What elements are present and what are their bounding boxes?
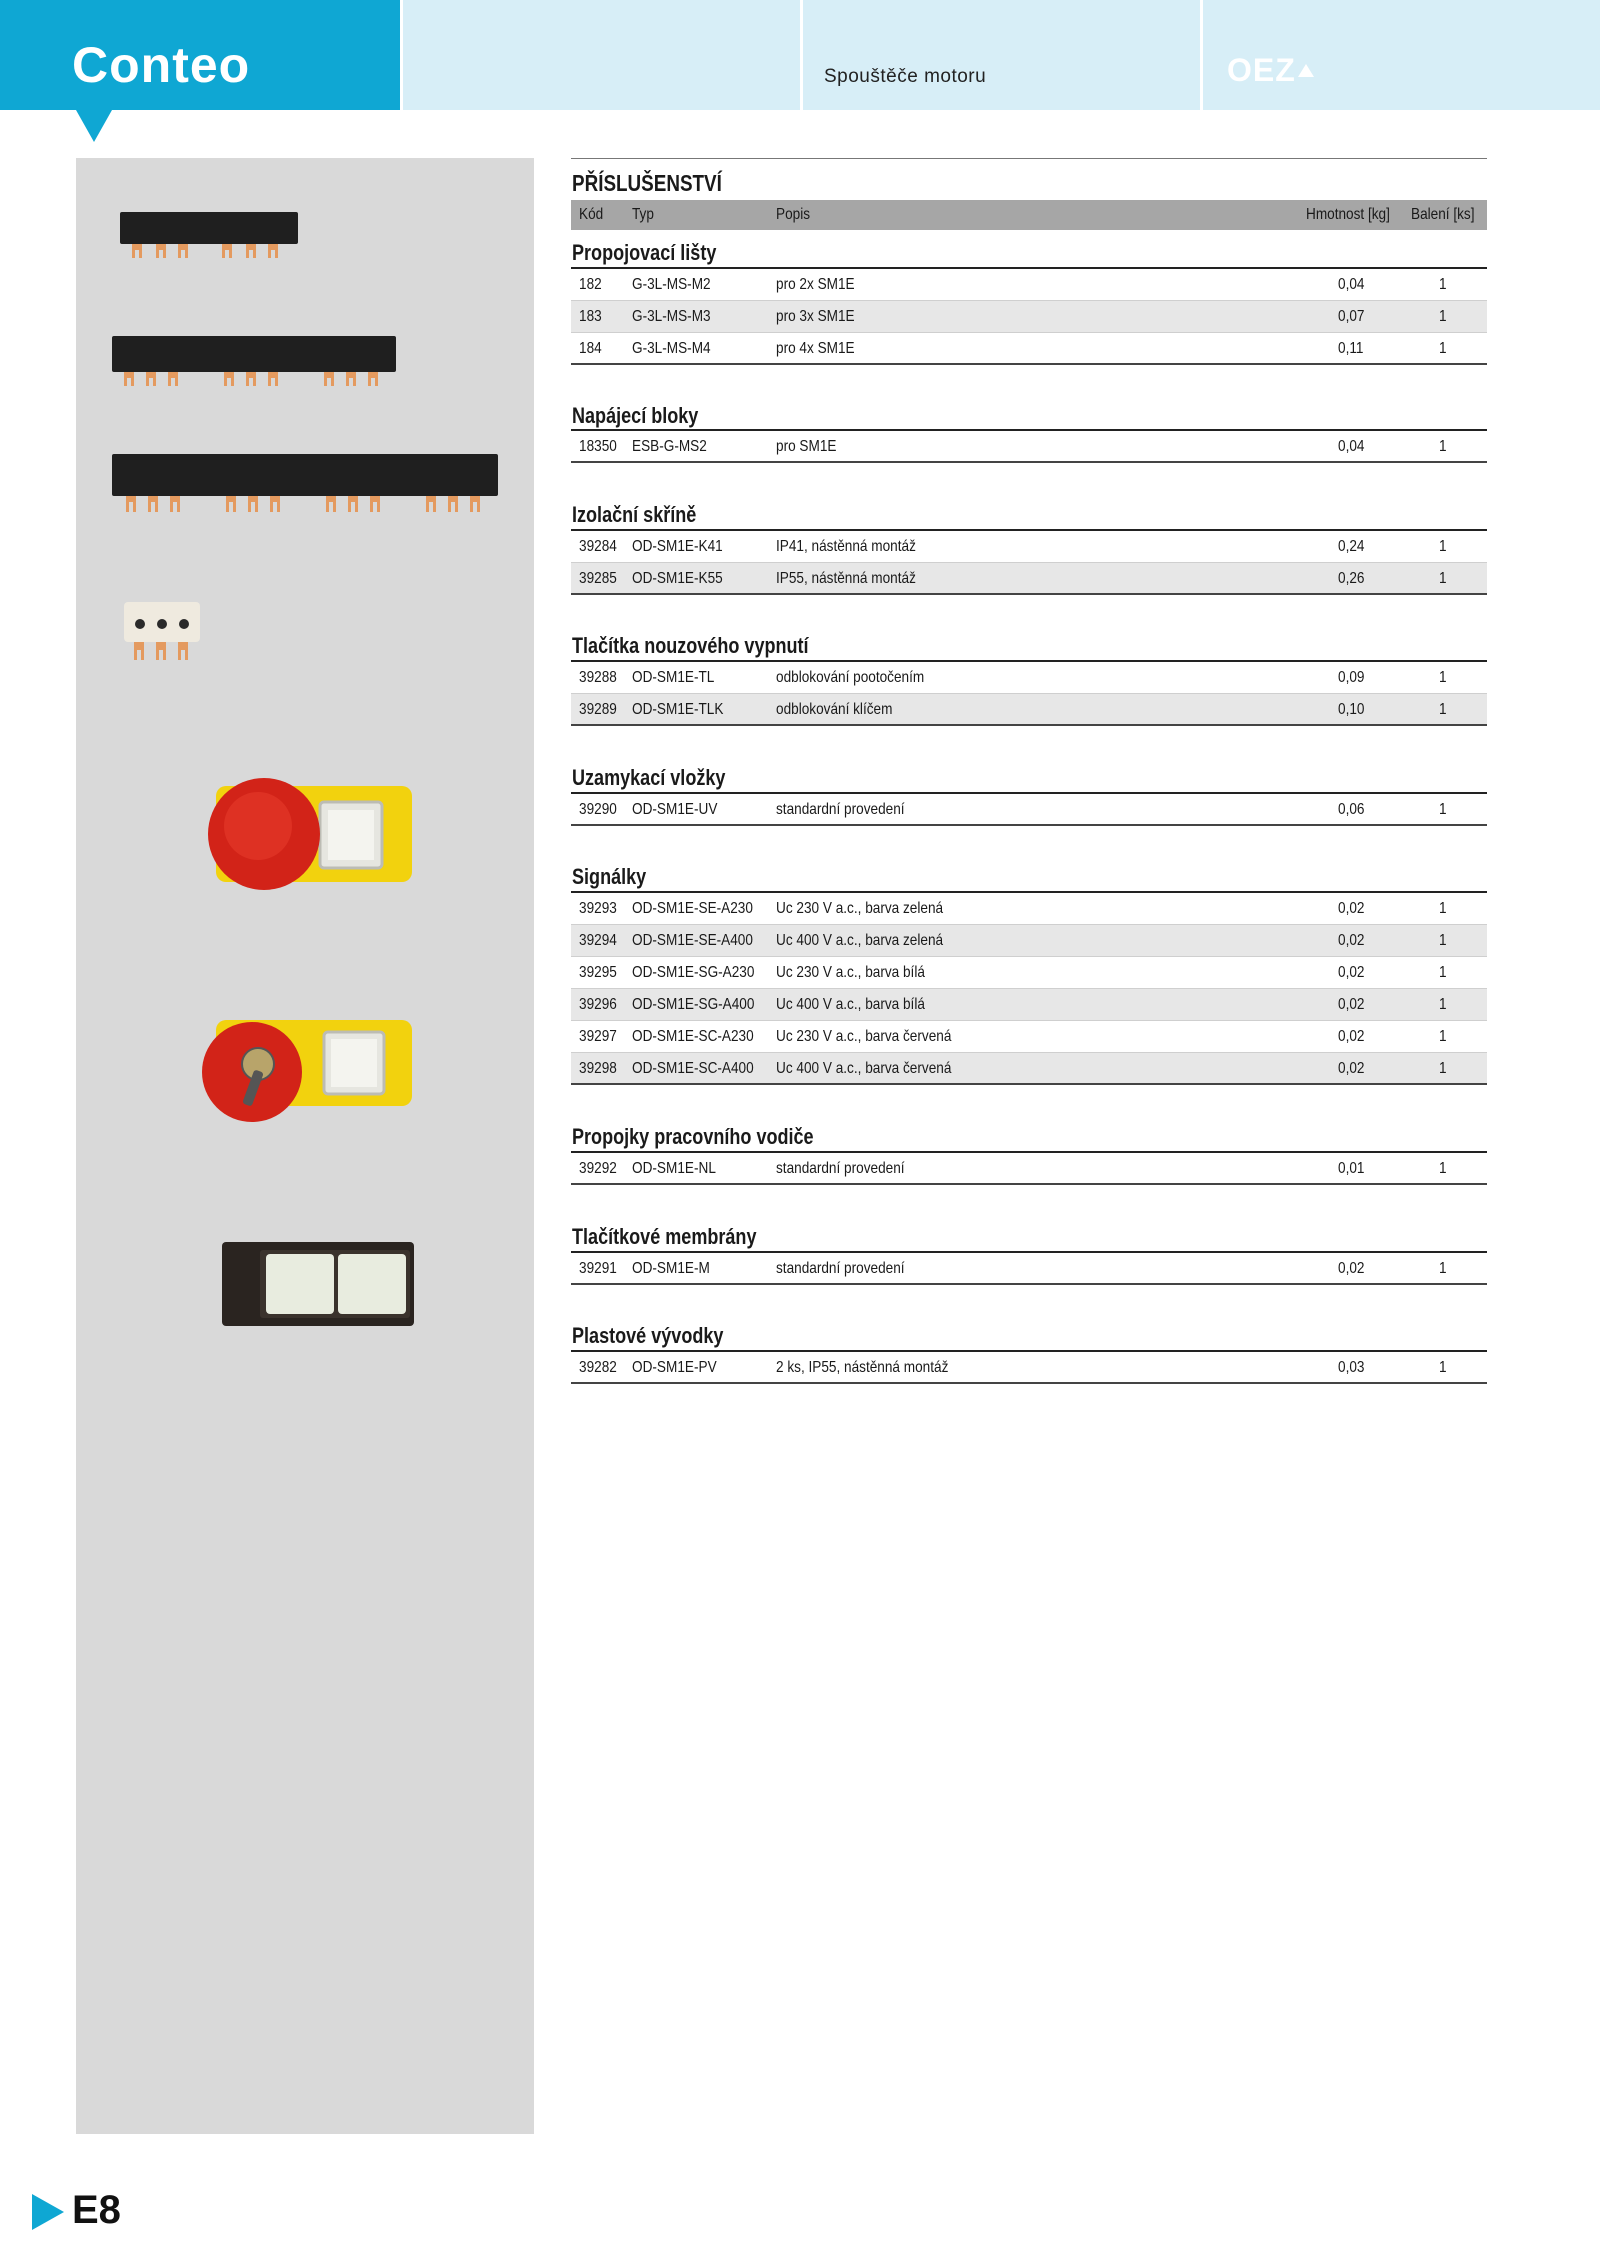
cell-typ: G-3L-MS-M2	[632, 276, 711, 293]
cell-baleni: 1	[1439, 1359, 1447, 1376]
cell-kod: 39297	[579, 1028, 617, 1045]
page-title: PŘÍSLUŠENSTVÍ	[572, 170, 722, 196]
cell-hmotnost: 0,10	[1338, 701, 1365, 718]
section-title: Napájecí bloky	[572, 403, 699, 428]
cell-typ: OD-SM1E-M	[632, 1260, 710, 1277]
cell-kod: 182	[579, 276, 602, 293]
table-row	[571, 333, 1487, 365]
busbar-2-image	[120, 210, 304, 268]
cell-hmotnost: 0,02	[1338, 900, 1365, 917]
cell-popis: standardní provedení	[776, 801, 905, 818]
cell-baleni: 1	[1439, 964, 1447, 981]
table-row	[571, 925, 1487, 957]
column-baleni: Balení [ks]	[1411, 206, 1475, 223]
cell-typ: OD-SM1E-SG-A230	[632, 964, 755, 981]
cell-hmotnost: 0,04	[1338, 438, 1365, 455]
cell-kod: 39296	[579, 996, 617, 1013]
table-row	[571, 1153, 1487, 1185]
cell-hmotnost: 0,01	[1338, 1160, 1365, 1177]
cell-baleni: 1	[1439, 669, 1447, 686]
column-popis: Popis	[776, 206, 811, 223]
table-row	[571, 662, 1487, 694]
brand-notch-icon	[76, 110, 112, 142]
cell-kod: 39292	[579, 1160, 617, 1177]
cell-typ: OD-SM1E-K41	[632, 538, 723, 555]
cell-typ: OD-SM1E-SC-A400	[632, 1060, 754, 1077]
cell-popis: odblokování pootočením	[776, 669, 925, 686]
cell-hmotnost: 0,24	[1338, 538, 1365, 555]
cell-typ: OD-SM1E-PV	[632, 1359, 717, 1376]
cell-popis: Uc 400 V a.c., barva zelená	[776, 932, 944, 949]
busbar-3-image	[112, 334, 402, 392]
emergency-stop-button-image	[196, 768, 416, 910]
column-typ: Typ	[632, 206, 654, 223]
button-membrane-image	[220, 1236, 420, 1336]
cell-baleni: 1	[1439, 340, 1447, 357]
cell-typ: OD-SM1E-SE-A400	[632, 932, 753, 949]
cell-baleni: 1	[1439, 308, 1447, 325]
table-row	[571, 694, 1487, 726]
table-row	[571, 1053, 1487, 1085]
cell-typ: G-3L-MS-M4	[632, 340, 711, 357]
page-number: E8	[72, 2188, 121, 2232]
cell-kod: 39288	[579, 669, 617, 686]
cell-typ: OD-SM1E-TL	[632, 669, 715, 686]
section-title: Izolační skříně	[572, 502, 697, 527]
cell-baleni: 1	[1439, 570, 1447, 587]
section-title: Propojovací lišty	[572, 240, 717, 265]
column-hmotnost: Hmotnost [kg]	[1306, 206, 1390, 223]
cell-hmotnost: 0,06	[1338, 801, 1365, 818]
section-title: Signálky	[572, 864, 647, 889]
cell-kod: 39289	[579, 701, 617, 718]
cell-baleni: 1	[1439, 1260, 1447, 1277]
cell-popis: Uc 230 V a.c., barva zelená	[776, 900, 944, 917]
cell-popis: 2 ks, IP55, nástěnná montáž	[776, 1359, 949, 1376]
cell-baleni: 1	[1439, 1160, 1447, 1177]
cell-kod: 39295	[579, 964, 617, 981]
section-title: Plastové vývodky	[572, 1323, 724, 1348]
cell-hmotnost: 0,11	[1338, 340, 1364, 357]
table-row	[571, 1352, 1487, 1384]
cell-baleni: 1	[1439, 801, 1447, 818]
supply-block-image	[120, 600, 210, 672]
cell-popis: pro 2x SM1E	[776, 276, 855, 293]
cell-hmotnost: 0,02	[1338, 932, 1365, 949]
cell-kod: 39298	[579, 1060, 617, 1077]
cell-popis: Uc 400 V a.c., barva bílá	[776, 996, 925, 1013]
product-image-column	[76, 158, 534, 2134]
table-row	[571, 957, 1487, 989]
cell-hmotnost: 0,04	[1338, 276, 1365, 293]
table-row	[571, 301, 1487, 333]
cell-hmotnost: 0,02	[1338, 1060, 1365, 1077]
cell-baleni: 1	[1439, 996, 1447, 1013]
cell-popis: pro 4x SM1E	[776, 340, 855, 357]
cell-hmotnost: 0,02	[1338, 1260, 1365, 1277]
table-row	[571, 563, 1487, 595]
header-cell	[403, 0, 800, 110]
cell-kod: 39285	[579, 570, 617, 587]
cell-popis: Uc 230 V a.c., barva bílá	[776, 964, 925, 981]
table-row	[571, 1253, 1487, 1285]
section-title: Propojky pracovního vodiče	[572, 1124, 814, 1149]
table-row	[571, 1021, 1487, 1053]
cell-baleni: 1	[1439, 276, 1447, 293]
page-header	[0, 0, 1600, 110]
cell-kod: 39294	[579, 932, 617, 949]
table-row	[571, 269, 1487, 301]
cell-typ: OD-SM1E-SC-A230	[632, 1028, 754, 1045]
cell-kod: 39290	[579, 801, 617, 818]
cell-baleni: 1	[1439, 538, 1447, 555]
cell-kod: 183	[579, 308, 602, 325]
cell-typ: G-3L-MS-M3	[632, 308, 711, 325]
header-cell	[803, 0, 1200, 110]
cell-popis: standardní provedení	[776, 1260, 905, 1277]
section-title: Tlačítkové membrány	[572, 1224, 757, 1249]
brand-name: Conteo	[72, 37, 251, 93]
section-name: Spouštěče motoru	[824, 66, 987, 87]
cell-hmotnost: 0,03	[1338, 1359, 1365, 1376]
table-row	[571, 794, 1487, 826]
table-row	[571, 431, 1487, 463]
cell-typ: OD-SM1E-SG-A400	[632, 996, 755, 1013]
top-rule	[571, 158, 1487, 159]
cell-hmotnost: 0,02	[1338, 964, 1365, 981]
cell-typ: OD-SM1E-TLK	[632, 701, 724, 718]
column-kod: Kód	[579, 206, 604, 223]
cell-hmotnost: 0,02	[1338, 996, 1365, 1013]
cell-kod: 39282	[579, 1359, 617, 1376]
cell-typ: OD-SM1E-K55	[632, 570, 723, 587]
cell-typ: OD-SM1E-SE-A230	[632, 900, 753, 917]
cell-typ: OD-SM1E-NL	[632, 1160, 716, 1177]
cell-hmotnost: 0,07	[1338, 308, 1365, 325]
cell-popis: Uc 230 V a.c., barva červená	[776, 1028, 952, 1045]
cell-popis: Uc 400 V a.c., barva červená	[776, 1060, 952, 1077]
cell-baleni: 1	[1439, 701, 1447, 718]
page-marker-icon	[32, 2194, 64, 2230]
logo-text: OEZ	[1227, 52, 1296, 88]
table-row	[571, 531, 1487, 563]
cell-popis: standardní provedení	[776, 1160, 905, 1177]
table-column-header	[571, 200, 1487, 230]
cell-popis: pro 3x SM1E	[776, 308, 855, 325]
cell-hmotnost: 0,02	[1338, 1028, 1365, 1045]
cell-kod: 18350	[579, 438, 617, 455]
cell-kod: 39291	[579, 1260, 617, 1277]
brand-block	[0, 0, 400, 110]
cell-kod: 184	[579, 340, 602, 357]
oez-logo	[1227, 52, 1314, 89]
cell-hmotnost: 0,09	[1338, 669, 1365, 686]
cell-popis: IP55, nástěnná montáž	[776, 570, 916, 587]
cell-baleni: 1	[1439, 438, 1447, 455]
busbar-4-image	[112, 452, 502, 524]
section-title: Uzamykací vložky	[572, 765, 726, 790]
cell-baleni: 1	[1439, 932, 1447, 949]
cell-kod: 39293	[579, 900, 617, 917]
cell-hmotnost: 0,26	[1338, 570, 1365, 587]
cell-typ: OD-SM1E-UV	[632, 801, 718, 818]
cell-popis: pro SM1E	[776, 438, 837, 455]
emergency-stop-key-image	[196, 1006, 416, 1148]
section-title: Tlačítka nouzového vypnutí	[572, 633, 809, 658]
cell-popis: IP41, nástěnná montáž	[776, 538, 916, 555]
cell-kod: 39284	[579, 538, 617, 555]
table-row	[571, 989, 1487, 1021]
logo-triangle-icon	[1298, 64, 1314, 77]
cell-baleni: 1	[1439, 1028, 1447, 1045]
cell-popis: odblokování klíčem	[776, 701, 893, 718]
table-row	[571, 893, 1487, 925]
cell-baleni: 1	[1439, 1060, 1447, 1077]
cell-typ: ESB-G-MS2	[632, 438, 707, 455]
cell-baleni: 1	[1439, 900, 1447, 917]
